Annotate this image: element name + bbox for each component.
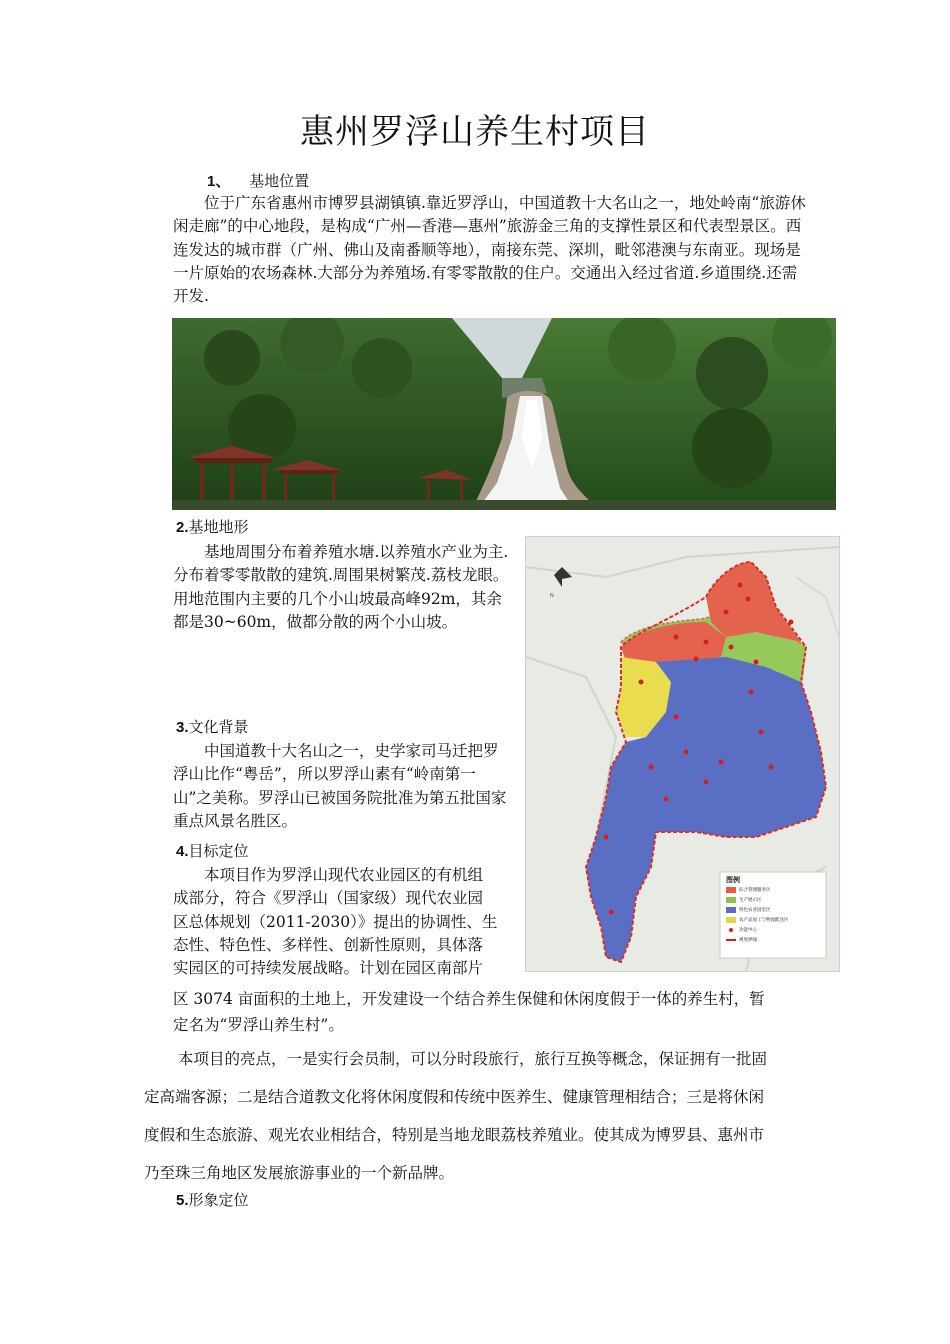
legend-swatch (726, 887, 736, 893)
section-4-heading (176, 840, 249, 863)
page-title: 惠州罗浮山养生村项目 (300, 112, 650, 152)
legend-item (726, 915, 824, 925)
legend-swatch (726, 897, 736, 903)
legend-item (726, 885, 824, 895)
section-4-line-full: 区 3074 亩面积的土地上，开发建设一个结合养生保健和休闲度假于一体的养生村，暂 (173, 990, 765, 1008)
section-4-title: 目标定位 (188, 842, 249, 860)
section-4-number: 4. (176, 843, 189, 860)
section-1-heading (207, 170, 309, 193)
legend-boundary-icon (726, 939, 736, 941)
section-2-heading (176, 516, 249, 539)
highlights-line: 本项目的亮点，一是实行会员制，可以分时段旅行，旅行互换等概念，保证拥有一批固 (178, 1050, 768, 1068)
section-4-line-last: 定名为“罗浮山养生村”。 (173, 1016, 344, 1034)
section-5-title: 形象定位 (188, 1191, 249, 1209)
section-4-line: 本项目作为罗浮山现代农业园区的有机组 (204, 866, 484, 884)
waterfall-photo (172, 318, 836, 510)
section-4-line: 区总体规划（2011-2030）》提出的协调性、生 (173, 912, 498, 931)
map-legend (726, 875, 824, 945)
map-legend-title: 图例 (726, 876, 740, 884)
highlights-line: 度假和生态旅游、观光农业相结合，特别是当地龙眼荔枝养殖业。使其成为博罗县、惠州市 (144, 1126, 765, 1144)
legend-item (726, 895, 824, 905)
section-3-number: 3. (176, 719, 189, 736)
legend-label: 综合管理服务区 (739, 888, 771, 893)
legend-label: 功能中心 (739, 928, 757, 933)
legend-label: 规划界线 (739, 938, 757, 943)
svg-text:N: N (550, 593, 554, 599)
section-4-line: 实园区的可持续发展战略。计划在园区南部片 (173, 959, 484, 978)
section-4-text (173, 864, 518, 980)
section-2-number: 2. (176, 519, 189, 536)
legend-item (726, 925, 824, 935)
section-3-heading (176, 716, 249, 739)
section-1-number: 1、 (207, 173, 231, 190)
legend-label: 特色农业园室区 (739, 908, 771, 913)
legend-item (726, 935, 824, 945)
legend-swatch (726, 917, 736, 923)
section-1-title: 基地位置 (249, 172, 310, 190)
legend-swatch (726, 907, 736, 913)
section-2-text: 基地周围分布着养殖水塘.以养殖水产业为主.分布着零零散散的建筑.周围果树繁茂.荔枝龙眼。用地范围内主要的几个小山坡最高峰92m，其余都是30~60m，做都分散的两个小山坡。 (173, 543, 509, 631)
section-4-line: 态性、特色性、多样性、创新性原则，具体落 (173, 935, 484, 954)
map-legend-list (726, 885, 824, 945)
section-3-title: 文化背景 (188, 718, 249, 736)
waterfall-photo-graphic (172, 318, 836, 510)
legend-label: 农产品加工与物流配送区 (739, 918, 789, 923)
legend-label: 生产展示区 (739, 898, 762, 903)
legend-dot-icon (726, 927, 736, 933)
highlights-line: 定高端客源；二是结合道教文化将休闲度假和传统中医养生、健康管理相结合；三是将休闲 (144, 1088, 765, 1106)
section-4-line: 成部分，符合《罗浮山（国家级）现代农业园 (173, 889, 484, 908)
section-5-heading (176, 1189, 249, 1212)
section-3-text: 中国道教十大名山之一，史学家司马迁把罗浮山比作“粤岳”，所以罗浮山素有“岭南第一山”之美称。罗浮山已被国务院批准为第五批国家重点风景名胜区。 (173, 742, 507, 830)
section-5-number: 5. (176, 1192, 189, 1209)
site-plan-map (525, 536, 840, 972)
section-1-text: 位于广东省惠州市博罗县湖镇镇.靠近罗浮山，中国道教十大名山之一，地处岭南“旅游休闲走廊”的中心地段，是构成“广州—香港—惠州”旅游金三角的支撑性景区和代表型景区。西连发达的城市群（广州、佛山及南番顺等地），南接东莞、深圳，毗邻港澳与东南亚。现场是一片原始的农场森林.大部分为养殖场.有零零散散的住户。交通出入经过省道.乡道围绕.还需开发. (173, 194, 806, 306)
section-2-title: 基地地形 (188, 518, 249, 536)
legend-item (726, 905, 824, 915)
highlights-line: 乃至珠三角地区发展旅游事业的一个新品牌。 (144, 1164, 455, 1182)
highlights-paragraph (144, 1040, 824, 1192)
